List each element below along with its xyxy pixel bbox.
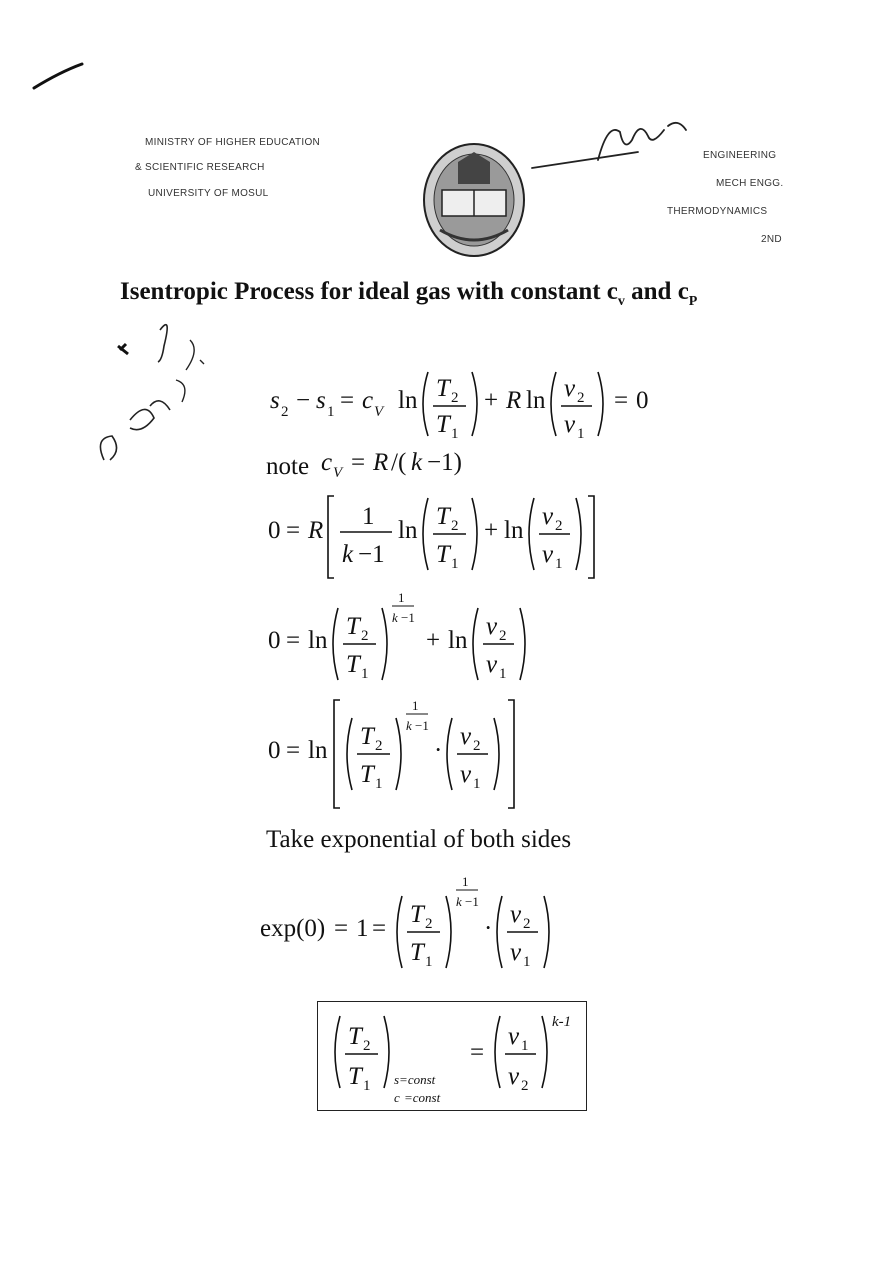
svg-text:k: k xyxy=(406,718,412,733)
svg-text:s: s xyxy=(316,387,326,414)
svg-text:1: 1 xyxy=(425,954,433,970)
svg-text:v: v xyxy=(460,761,472,788)
svg-text:=: = xyxy=(286,737,301,764)
svg-text:1: 1 xyxy=(577,426,585,442)
svg-text:v: v xyxy=(508,1063,520,1090)
svg-text:k: k xyxy=(456,894,462,909)
header-mech-engg: MECH ENGG. xyxy=(716,178,784,189)
svg-text:T: T xyxy=(436,411,450,438)
equation-step-3 xyxy=(258,590,558,693)
svg-text:1: 1 xyxy=(398,590,405,605)
title-sub-v: v xyxy=(617,294,625,309)
svg-text:2: 2 xyxy=(375,738,383,754)
svg-text:−1: −1 xyxy=(358,541,385,568)
svg-text:+: + xyxy=(484,387,499,414)
svg-text:2: 2 xyxy=(425,916,433,932)
svg-text:+: + xyxy=(426,627,441,654)
svg-text:1: 1 xyxy=(555,556,563,572)
svg-text:=: = xyxy=(340,387,355,414)
svg-text:2: 2 xyxy=(555,518,563,534)
svg-text:T: T xyxy=(348,1023,362,1050)
svg-text:T: T xyxy=(436,541,450,568)
pen-stroke-mark xyxy=(30,60,90,95)
svg-text:v: v xyxy=(510,901,522,928)
equation-exponential xyxy=(258,872,578,979)
svg-text:1: 1 xyxy=(451,556,459,572)
svg-text:+: + xyxy=(484,517,499,544)
university-seal-icon xyxy=(420,140,530,260)
svg-text:=: = xyxy=(614,387,629,414)
svg-text:0: 0 xyxy=(268,517,281,544)
svg-text:2: 2 xyxy=(521,1078,529,1094)
svg-text:1: 1 xyxy=(327,404,335,420)
page-title xyxy=(120,278,697,310)
final-sub-c-tail: =const xyxy=(404,1090,441,1105)
equation-exponential-svg xyxy=(258,872,578,972)
svg-text:v: v xyxy=(542,541,554,568)
svg-text:−1: −1 xyxy=(465,894,479,909)
svg-text:2: 2 xyxy=(361,628,369,644)
svg-text:·: · xyxy=(484,915,493,942)
final-result-box xyxy=(317,1001,587,1111)
svg-text:v: v xyxy=(564,375,576,402)
svg-text:R: R xyxy=(506,387,522,414)
svg-text:1: 1 xyxy=(462,874,469,889)
svg-text:ln: ln xyxy=(448,627,468,654)
svg-text:T: T xyxy=(436,503,450,530)
svg-text:T: T xyxy=(360,761,374,788)
svg-text:−1: −1 xyxy=(401,610,415,625)
note-formula-svg xyxy=(315,446,535,482)
svg-text:·: · xyxy=(434,737,443,764)
equation-entropy-change xyxy=(258,364,678,451)
svg-text:1: 1 xyxy=(521,1038,529,1054)
svg-text:0: 0 xyxy=(268,737,281,764)
svg-text:−: − xyxy=(296,387,311,414)
svg-text:exp(0): exp(0) xyxy=(260,915,326,942)
svg-text:2: 2 xyxy=(363,1038,371,1054)
equation-step-2-svg xyxy=(258,490,618,582)
title-sub-p: P xyxy=(688,294,698,309)
svg-text:2: 2 xyxy=(451,518,459,534)
svg-text:ln: ln xyxy=(526,387,546,414)
equation-step-2 xyxy=(258,490,618,589)
svg-text:v: v xyxy=(510,939,522,966)
svg-text:=: = xyxy=(470,1039,485,1066)
svg-text:T: T xyxy=(360,723,374,750)
svg-text:T: T xyxy=(346,651,360,678)
svg-text:−1): −1) xyxy=(427,449,463,476)
svg-text:T: T xyxy=(410,901,424,928)
header-research: & SCIENTIFIC RESEARCH xyxy=(135,162,265,173)
note-line xyxy=(266,446,535,482)
svg-text:R: R xyxy=(373,449,389,476)
final-result-svg xyxy=(318,1002,586,1110)
svg-text:T: T xyxy=(436,375,450,402)
svg-text:v: v xyxy=(486,651,498,678)
svg-text:v: v xyxy=(564,411,576,438)
svg-text:2: 2 xyxy=(523,916,531,932)
svg-text:v: v xyxy=(486,613,498,640)
svg-text:ln: ln xyxy=(398,387,418,414)
svg-text:T: T xyxy=(410,939,424,966)
svg-text:c: c xyxy=(321,449,333,476)
equation-step-3-svg xyxy=(258,590,558,686)
svg-text:1: 1 xyxy=(523,954,531,970)
note-label: note xyxy=(266,453,310,480)
svg-text:2: 2 xyxy=(451,390,459,406)
svg-text:/(: /( xyxy=(391,449,407,476)
final-exponent: k-1 xyxy=(552,1014,572,1030)
svg-text:T: T xyxy=(348,1063,362,1090)
svg-text:=: = xyxy=(286,517,301,544)
svg-text:k: k xyxy=(342,541,354,568)
svg-text:1: 1 xyxy=(363,1078,371,1094)
svg-text:−1: −1 xyxy=(415,718,429,733)
svg-text:0: 0 xyxy=(636,387,649,414)
svg-text:R: R xyxy=(308,517,324,544)
svg-text:ln: ln xyxy=(308,737,328,764)
equation-entropy-change-svg xyxy=(258,364,678,444)
svg-text:ln: ln xyxy=(504,517,524,544)
svg-text:v: v xyxy=(542,503,554,530)
svg-text:ln: ln xyxy=(308,627,328,654)
final-sub-s: s=const xyxy=(394,1072,436,1087)
equation-step-4-svg xyxy=(258,696,538,812)
svg-text:1: 1 xyxy=(356,915,369,942)
header-ministry: MINISTRY OF HIGHER EDUCATION xyxy=(145,137,321,148)
svg-text:s: s xyxy=(270,387,280,414)
svg-text:=: = xyxy=(351,449,366,476)
svg-text:2: 2 xyxy=(281,404,289,420)
handwritten-margin-note xyxy=(90,310,230,470)
signature xyxy=(528,112,708,177)
svg-text:ln: ln xyxy=(398,517,418,544)
svg-text:T: T xyxy=(346,613,360,640)
header-engineering: ENGINEERING xyxy=(703,150,777,161)
svg-text:2: 2 xyxy=(577,390,585,406)
svg-text:V: V xyxy=(333,465,343,481)
svg-text:1: 1 xyxy=(451,426,459,442)
svg-text:k: k xyxy=(411,449,423,476)
title-text: Isentropic Process for ideal gas with constant c xyxy=(120,278,618,305)
svg-text:1: 1 xyxy=(375,776,383,792)
header-university: UNIVERSITY OF MOSUL xyxy=(148,188,269,199)
svg-text:0: 0 xyxy=(268,627,281,654)
svg-text:1: 1 xyxy=(412,698,419,713)
svg-text:=: = xyxy=(372,915,387,942)
svg-text:1: 1 xyxy=(473,776,481,792)
title-and: and c xyxy=(624,278,689,305)
svg-text:=: = xyxy=(334,915,349,942)
header-year: 2ND xyxy=(761,234,782,245)
equation-step-4 xyxy=(258,696,538,819)
svg-text:v: v xyxy=(460,723,472,750)
take-exponential-text: Take exponential of both sides xyxy=(266,826,572,853)
svg-text:2: 2 xyxy=(473,738,481,754)
svg-text:2: 2 xyxy=(499,628,507,644)
svg-text:1: 1 xyxy=(499,666,507,682)
svg-text:V: V xyxy=(374,404,384,420)
svg-text:=: = xyxy=(286,627,301,654)
final-sub-c: c xyxy=(394,1090,400,1105)
svg-text:1: 1 xyxy=(362,503,375,530)
svg-text:c: c xyxy=(362,387,374,414)
svg-text:k: k xyxy=(392,610,398,625)
header-thermodynamics: THERMODYNAMICS xyxy=(667,206,768,217)
svg-text:v: v xyxy=(508,1023,520,1050)
svg-text:1: 1 xyxy=(361,666,369,682)
